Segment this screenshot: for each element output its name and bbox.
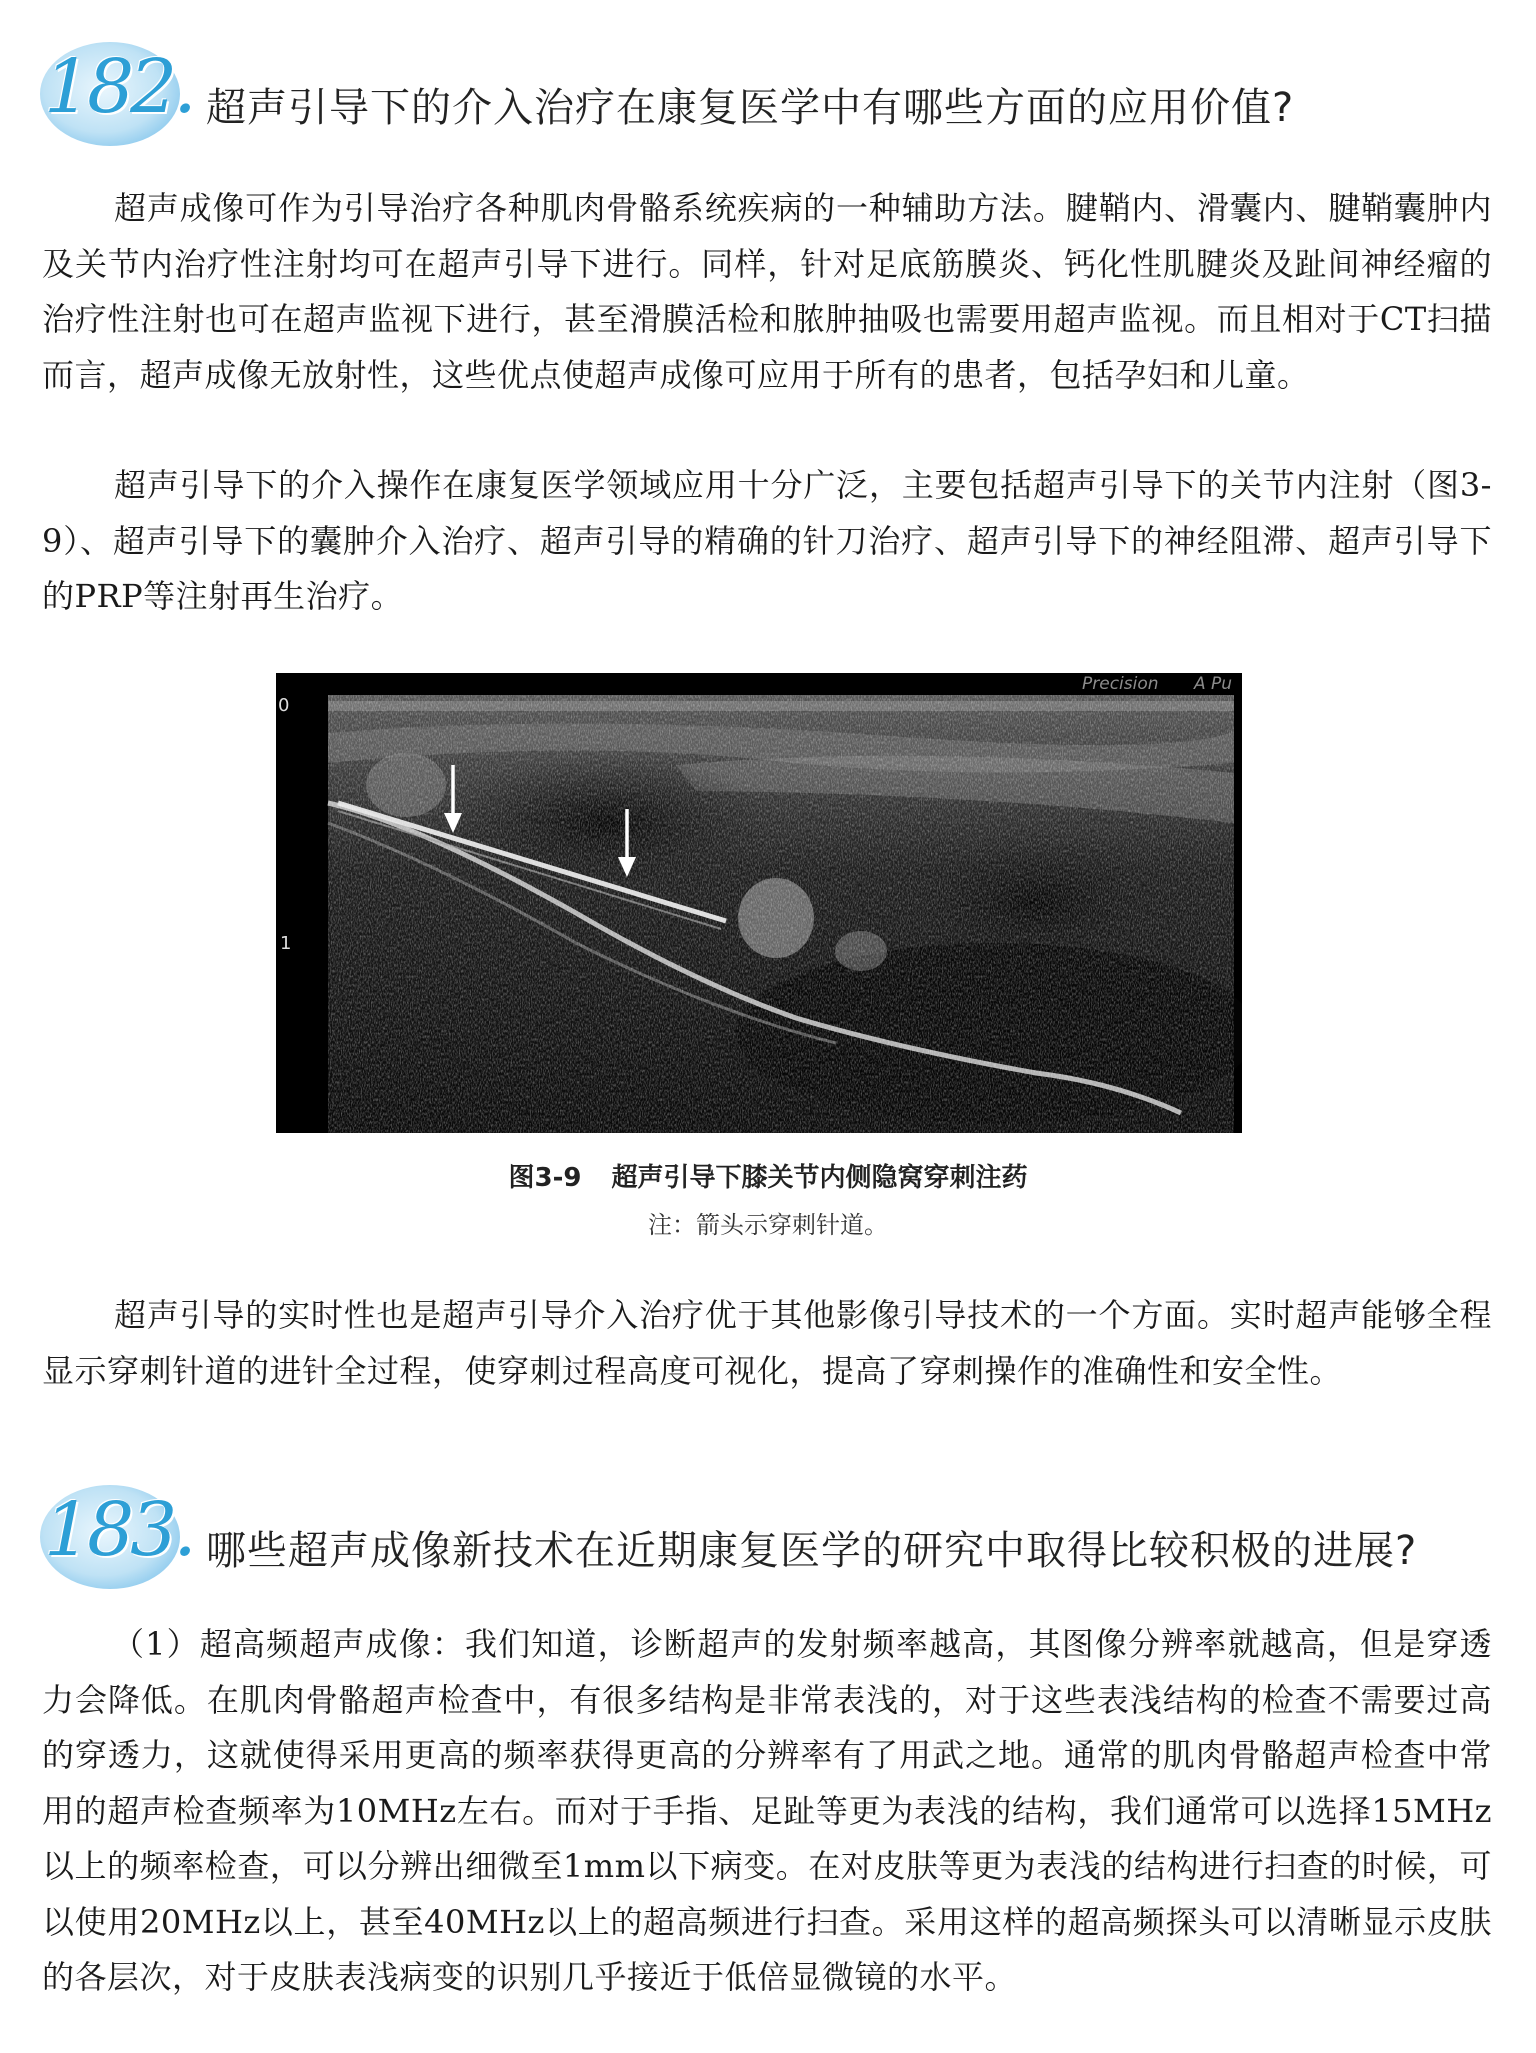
question-title: 哪些超声成像新技术在近期康复医学的研究中取得比较积极的进展? (206, 1528, 1418, 1574)
ultrasound-image (276, 673, 1242, 1133)
paragraph: 超声成像可作为引导治疗各种肌肉骨骼系统疾病的一种辅助方法。腱鞘内、滑囊内、腱鞘囊肿内及关节内治疗性注射均可在超声引导下进行。同样，针对足底筋膜炎、钙化性肌腱炎及趾间神经瘤的治疗性注射也可在超声监视下进行，甚至滑膜活检和脓肿抽吸也需要用超声监视。而且相对于CT扫描而言，超声成像无放射性，这些优点使超声成像可应用于所有的患者，包括孕妇和儿童。 (42, 189, 1492, 394)
question-number-badge (38, 1477, 193, 1595)
question-182-header (38, 34, 1498, 154)
figure-caption (0, 1157, 1536, 1194)
overlay-mode: A Pu (1194, 674, 1233, 694)
question-183-header (38, 1477, 1498, 1597)
question-number: 183. (44, 1487, 193, 1573)
question-title: 超声引导下的介入治疗在康复医学中有哪些方面的应用价值? (206, 85, 1295, 131)
question-number: 182. (44, 44, 193, 130)
paragraph: 超声引导的实时性也是超声引导介入治疗优于其他影像引导技术的一个方面。实时超声能够全程显示穿刺针道的进针全过程，使穿刺过程高度可视化，提高了穿刺操作的准确性和安全性。 (42, 1296, 1492, 1390)
depth-label: 0 (278, 695, 290, 716)
paragraph: （1）超高频超声成像：我们知道，诊断超声的发射频率越高，其图像分辨率就越高，但是穿透力会降低。在肌肉骨骼超声检查中，有很多结构是非常表浅的，对于这些表浅结构的检查不需要过高的穿透力，这就使得采用更高的频率获得更高的分辨率有了用武之地。通常的肌肉骨骼超声检查中常用的超声检查频率为10MHz左右。而对于手指、足趾等更为表浅的结构，我们通常可以选择15MHz以上的频率检查，可以分辨出细微至1mm以下病变。在对皮肤等更为表浅的结构进行扫查的时候，可以使用20MHz以上，甚至40MHz以上的超高频进行扫查。采用这样的超高频探头可以清晰显示皮肤的各层次，对于皮肤表浅病变的识别几乎接近于低倍显微镜的水平。 (42, 1625, 1492, 1996)
figure-label: 图3-9 (508, 1163, 582, 1193)
question-number-badge (38, 34, 193, 152)
paragraph: 超声引导下的介入操作在康复医学领域应用十分广泛，主要包括超声引导下的关节内注射（图3-9）、超声引导下的囊肿介入治疗、超声引导的精确的针刀治疗、超声引导下的神经阻滞、超声引导下的PRP等注射再生治疗。 (42, 466, 1492, 615)
scan-area (328, 695, 1242, 1133)
figure-caption-text: 超声引导下膝关节内侧隐窝穿刺注药 (611, 1163, 1028, 1193)
overlay-brand: Precision (1082, 674, 1159, 694)
depth-label: 1 (280, 933, 292, 954)
figure-note: 注：箭头示穿刺针道。 (648, 1211, 888, 1239)
